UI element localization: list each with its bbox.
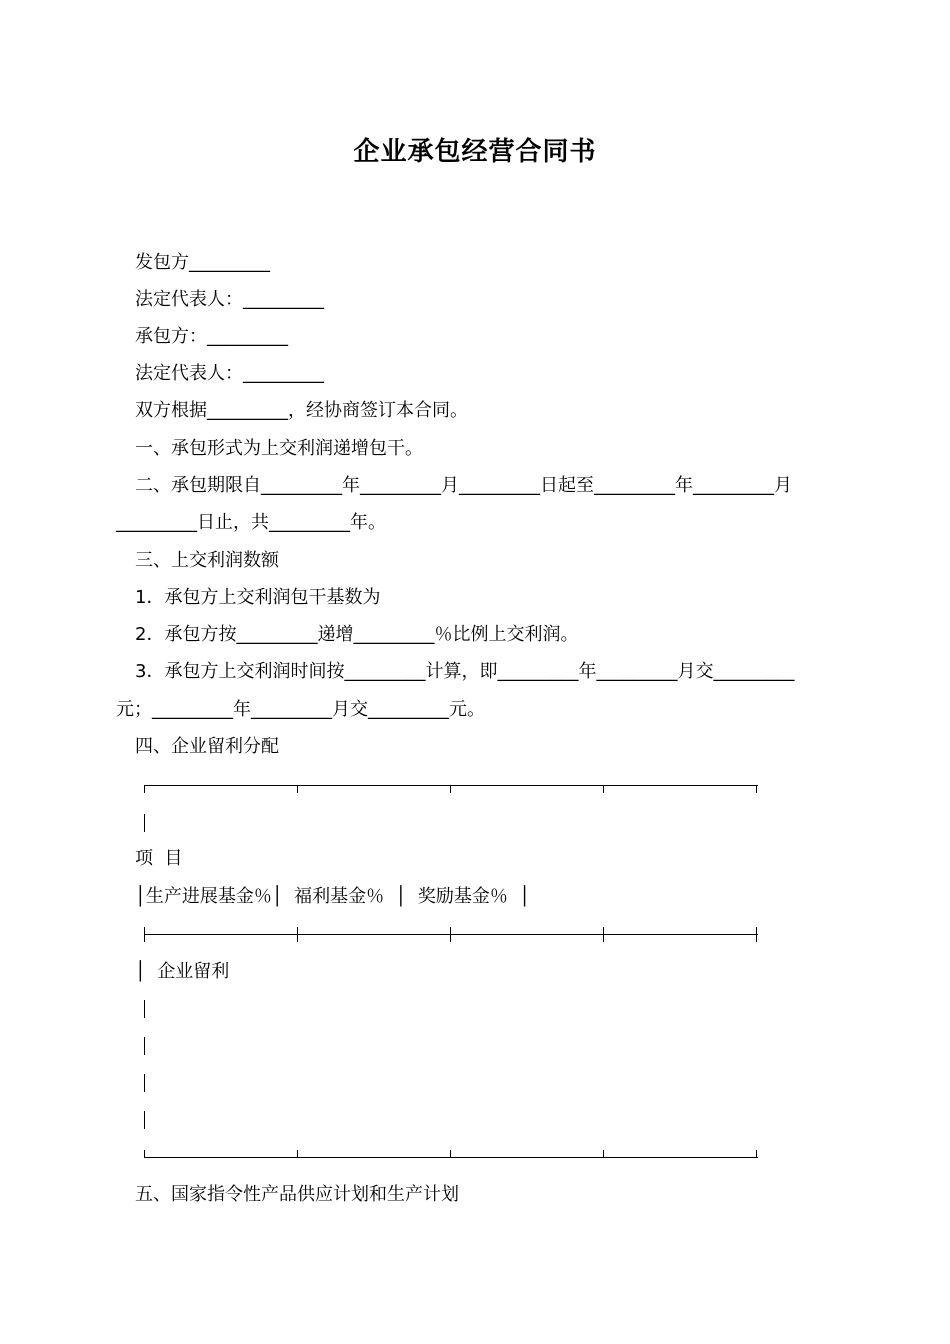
table-top-border bbox=[144, 780, 758, 792]
clause-2-continuation-line: _________日止，共_________年。 bbox=[116, 512, 386, 533]
contract-issuer-line: 发包方_________ bbox=[135, 252, 270, 273]
agreement-basis-line: 双方根据_________，经协商签订本合同。 bbox=[135, 400, 468, 421]
clause-3-item-1: 1．承包方上交利润包干基数为 bbox=[135, 587, 381, 608]
document-title: 企业承包经营合同书 bbox=[353, 137, 597, 167]
contractor-legal-representative-line: 法定代表人：_________ bbox=[135, 363, 324, 384]
clause-3-item-2: 2．承包方按_________递增_________％比例上交利润。 bbox=[135, 624, 579, 645]
clause-3-heading: 三、上交利润数额 bbox=[135, 550, 279, 571]
table-retained-profit-row: │ 企业留利 bbox=[135, 961, 230, 982]
contractor-line: 承包方：_________ bbox=[135, 326, 288, 347]
table-vertical-bar bbox=[144, 1000, 145, 1018]
table-vertical-bar bbox=[144, 1111, 145, 1129]
clause-2-line: 二、承包期限自_________年_________月_________日起至_________年_________月 bbox=[135, 475, 792, 496]
table-vertical-bar bbox=[144, 1037, 145, 1055]
table-middle-border bbox=[144, 929, 758, 941]
clause-4-heading: 四、企业留利分配 bbox=[135, 736, 279, 757]
table-header-row: │生产进展基金％│ 福利基金％ │ 奖励基金％ │ bbox=[135, 886, 531, 907]
clause-3-item-3-continuation: 元；_________年_________月交_________元。 bbox=[116, 699, 485, 720]
table-vertical-bar bbox=[144, 814, 145, 832]
clause-3-item-3: 3．承包方上交利润时间按_________计算，即_________年_________月交_________ bbox=[135, 661, 795, 682]
clause-5-heading: 五、国家指令性产品供应计划和生产计划 bbox=[135, 1184, 459, 1205]
table-vertical-bar bbox=[144, 1074, 145, 1092]
issuer-legal-representative-line: 法定代表人：_________ bbox=[135, 289, 324, 310]
table-item-label: 项 目 bbox=[135, 848, 183, 869]
table-bottom-border bbox=[144, 1152, 758, 1164]
clause-1-line: 一、承包形式为上交利润递增包干。 bbox=[135, 438, 423, 459]
